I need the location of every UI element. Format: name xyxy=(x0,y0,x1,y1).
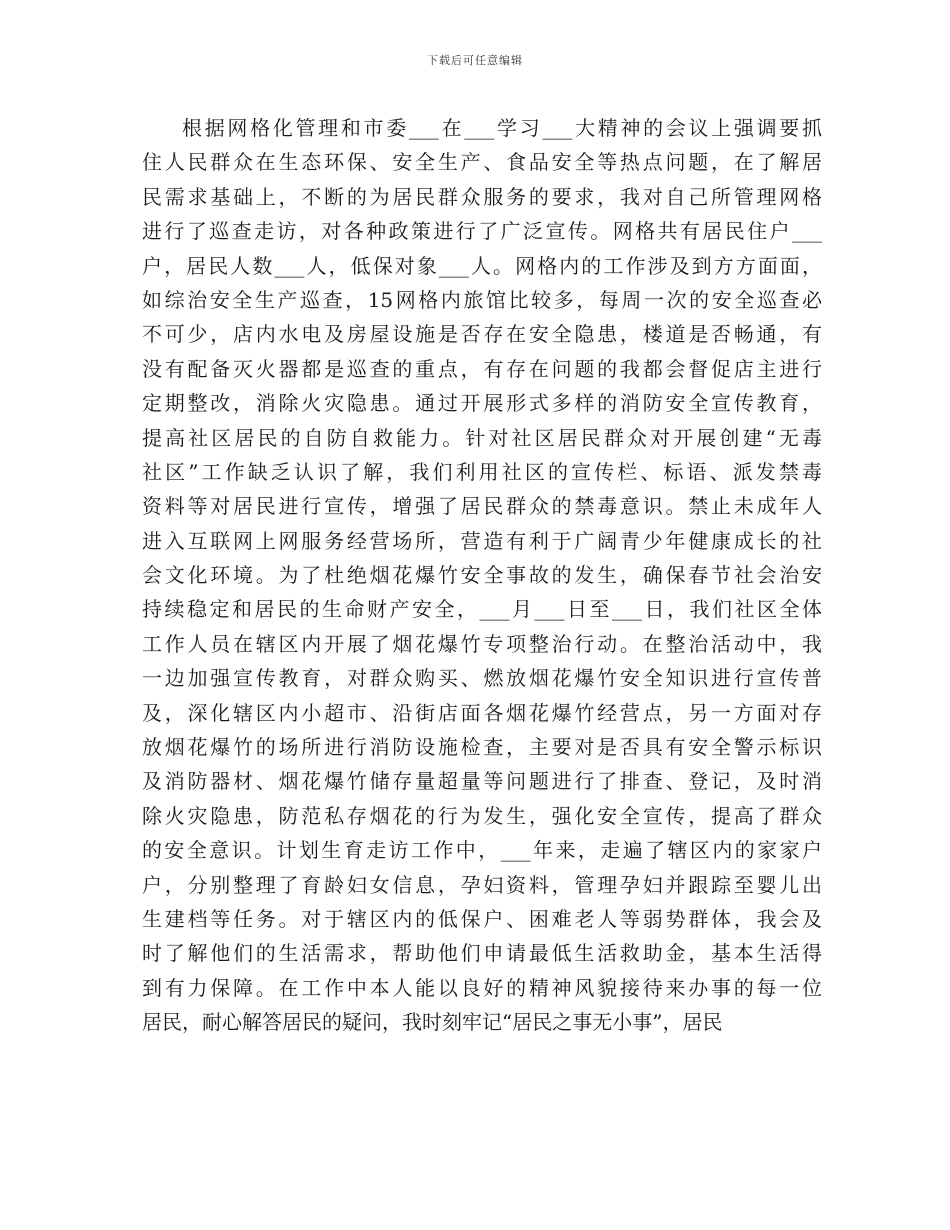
paragraph-line: 及消防器材、烟花爆竹储存量超量等问题进行了排查、登记，及时消 xyxy=(142,769,822,794)
paragraph-line: 进行了巡查走访，对各种政策进行了广泛宣传。网格共有居民住户___ xyxy=(142,219,822,244)
paragraph-line: 的安全意识。计划生育走访工作中，___年来，走遍了辖区内的家家户 xyxy=(142,838,822,863)
paragraph-line: 及，深化辖区内小超市、沿街店面各烟花爆竹经营点，另一方面对存 xyxy=(142,700,822,725)
paragraph-line: 持续稳定和居民的生命财产安全，___月___日至___日，我们社区全体 xyxy=(142,597,822,622)
paragraph-line: 住人民群众在生态环保、安全生产、食品安全等热点问题，在了解居 xyxy=(142,150,822,175)
paragraph-line: 放烟花爆竹的场所进行消防设施检查，主要对是否具有安全警示标识 xyxy=(142,735,822,760)
paragraph-line: 不可少，店内水电及房屋设施是否存在安全隐患，楼道是否畅通，有 xyxy=(142,322,822,347)
paragraph-line: 根据网格化管理和市委___在___学习___大精神的会议上强调要抓 xyxy=(182,116,822,140)
paragraph-line: 到有力保障。在工作中本人能以良好的精神风貌接待来办事的每一位 xyxy=(142,975,822,1000)
paragraph-line: 民需求基础上，不断的为居民群众服务的要求，我对自己所管理网格 xyxy=(142,184,822,209)
paragraph-line: 户，分别整理了育龄妇女信息，孕妇资料，管理孕妇并跟踪至婴儿出 xyxy=(142,872,822,897)
page-header-note: 下载后可任意编辑 xyxy=(427,54,523,67)
document-body xyxy=(142,111,822,1040)
paragraph-line: 会文化环境。为了杜绝烟花爆竹安全事故的发生，确保春节社会治安 xyxy=(142,563,822,588)
paragraph-line: 进入互联网上网服务经营场所，营造有利于广阔青少年健康成长的社 xyxy=(142,528,822,553)
paragraph-line: 户，居民人数___人，低保对象___人。网格内的工作涉及到方方面面， xyxy=(142,253,822,278)
paragraph-line: 资料等对居民进行宣传，增强了居民群众的禁毒意识。禁止未成年人 xyxy=(142,494,822,519)
paragraph-line: 社区”工作缺乏认识了解，我们利用社区的宣传栏、标语、派发禁毒 xyxy=(142,459,822,484)
paragraph-line: 如综治安全生产巡查，15网格内旅馆比较多，每周一次的安全巡查必 xyxy=(142,287,822,312)
paragraph-line: 居民，耐心解答居民的疑问，我时刻牢记“居民之事无小事”，居民 xyxy=(142,1010,723,1035)
paragraph-line: 生建档等任务。对于辖区内的低保户、困难老人等弱势群体，我会及 xyxy=(142,906,822,931)
paragraph-line: 定期整改，消除火灾隐患。通过开展形式多样的消防安全宣传教育， xyxy=(142,391,822,416)
paragraph-line: 没有配备灭火器都是巡查的重点，有存在问题的我都会督促店主进行 xyxy=(142,356,822,381)
paragraph-line: 一边加强宣传教育，对群众购买、燃放烟花爆竹安全知识进行宣传普 xyxy=(142,666,822,691)
paragraph-line: 提高社区居民的自防自救能力。针对社区居民群众对开展创建“无毒 xyxy=(142,425,822,450)
paragraph-line: 工作人员在辖区内开展了烟花爆竹专项整治行动。在整治活动中，我 xyxy=(142,631,822,656)
paragraph-line: 除火灾隐患，防范私存烟花的行为发生，强化安全宣传，提高了群众 xyxy=(142,803,822,828)
paragraph-line: 时了解他们的生活需求，帮助他们申请最低生活救助金，基本生活得 xyxy=(142,941,822,966)
